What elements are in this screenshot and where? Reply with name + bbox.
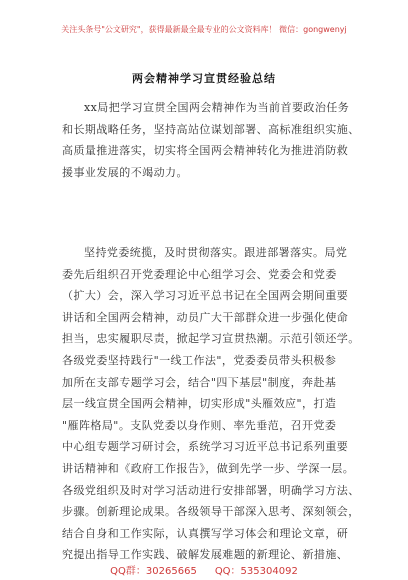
paragraph-line: 讲话精神和《政府工作报告》，做到先学一步、学深一层。: [62, 461, 355, 475]
paragraph-line: 究提出指导工作实践、破解发展难题的新理论、新措施、: [62, 548, 349, 562]
footer-contact: [0, 562, 408, 577]
paragraph-1: [62, 97, 360, 183]
paragraph-line: "雁阵格局"。支队党委以身作则、率先垂范，召开党委: [62, 418, 337, 432]
footer-qq-group: QQ群：30265665: [110, 566, 197, 577]
paragraph-line: 坚持党委统揽，及时贯彻落实。跟进部署落实。局党: [84, 246, 348, 259]
paragraph-line: 和长期战略任务，坚持高站位谋划部署、高标准组织实施、: [62, 122, 360, 136]
paragraph-line: 步骤。创新理论成果。各级领导干部深入思考、深刻领会，: [62, 505, 360, 519]
paragraph-line: xx局把学习宣贯全国两会精神作为当前首要政治任务: [84, 101, 350, 114]
paragraph-line: （扩大）会，深入学习习近平总书记在全国两会期间重要: [62, 289, 349, 303]
paragraph-line: 各级党组织及时对学习活动进行安排部署，明确学习方法、: [62, 483, 360, 497]
document-title: 两会精神学习宣贯经验总结: [132, 72, 276, 85]
paragraph-line: 中心组专题学习研讨会，系统学习习近平总书记系列重要: [62, 440, 349, 454]
paragraph-line: 各级党委坚持践行"一线工作法"，党委委员带头积极参: [62, 353, 337, 367]
paragraph-line: 委先后组织召开党委理论中心组学习会、党委会和党委: [62, 267, 337, 281]
paragraph-line: 讲话和全国两会精神，动员广大干部群众进一步强化使命: [62, 310, 349, 324]
paragraph-line: 加所在支部专题学习会，结合"四下基层"制度，奔赴基: [62, 375, 337, 389]
paragraph-line: 担当，忠实履职尽责，掀起学习宣贯热潮。示范引领还学。: [62, 332, 360, 346]
paragraph-line: 援事业发展的不竭动力。: [62, 165, 188, 179]
header-promo-note: 关注头条号"公文研究"，获得最新最全最专业的公文资料库！ 微信：gongwenyj: [61, 25, 347, 34]
footer-qq: QQ：535304092: [214, 566, 298, 577]
paragraph-line: 结合自身和工作实际，认真撰写学习体会和理论文章，研: [62, 526, 349, 540]
paragraph-line: 层一线宣贯全国两会精神，切实形成"头雁效应"，打造: [62, 397, 337, 411]
paragraph-2: [62, 242, 360, 566]
paragraph-line: 高质量推进落实，切实将全国两会精神转化为推进消防救: [62, 144, 349, 158]
